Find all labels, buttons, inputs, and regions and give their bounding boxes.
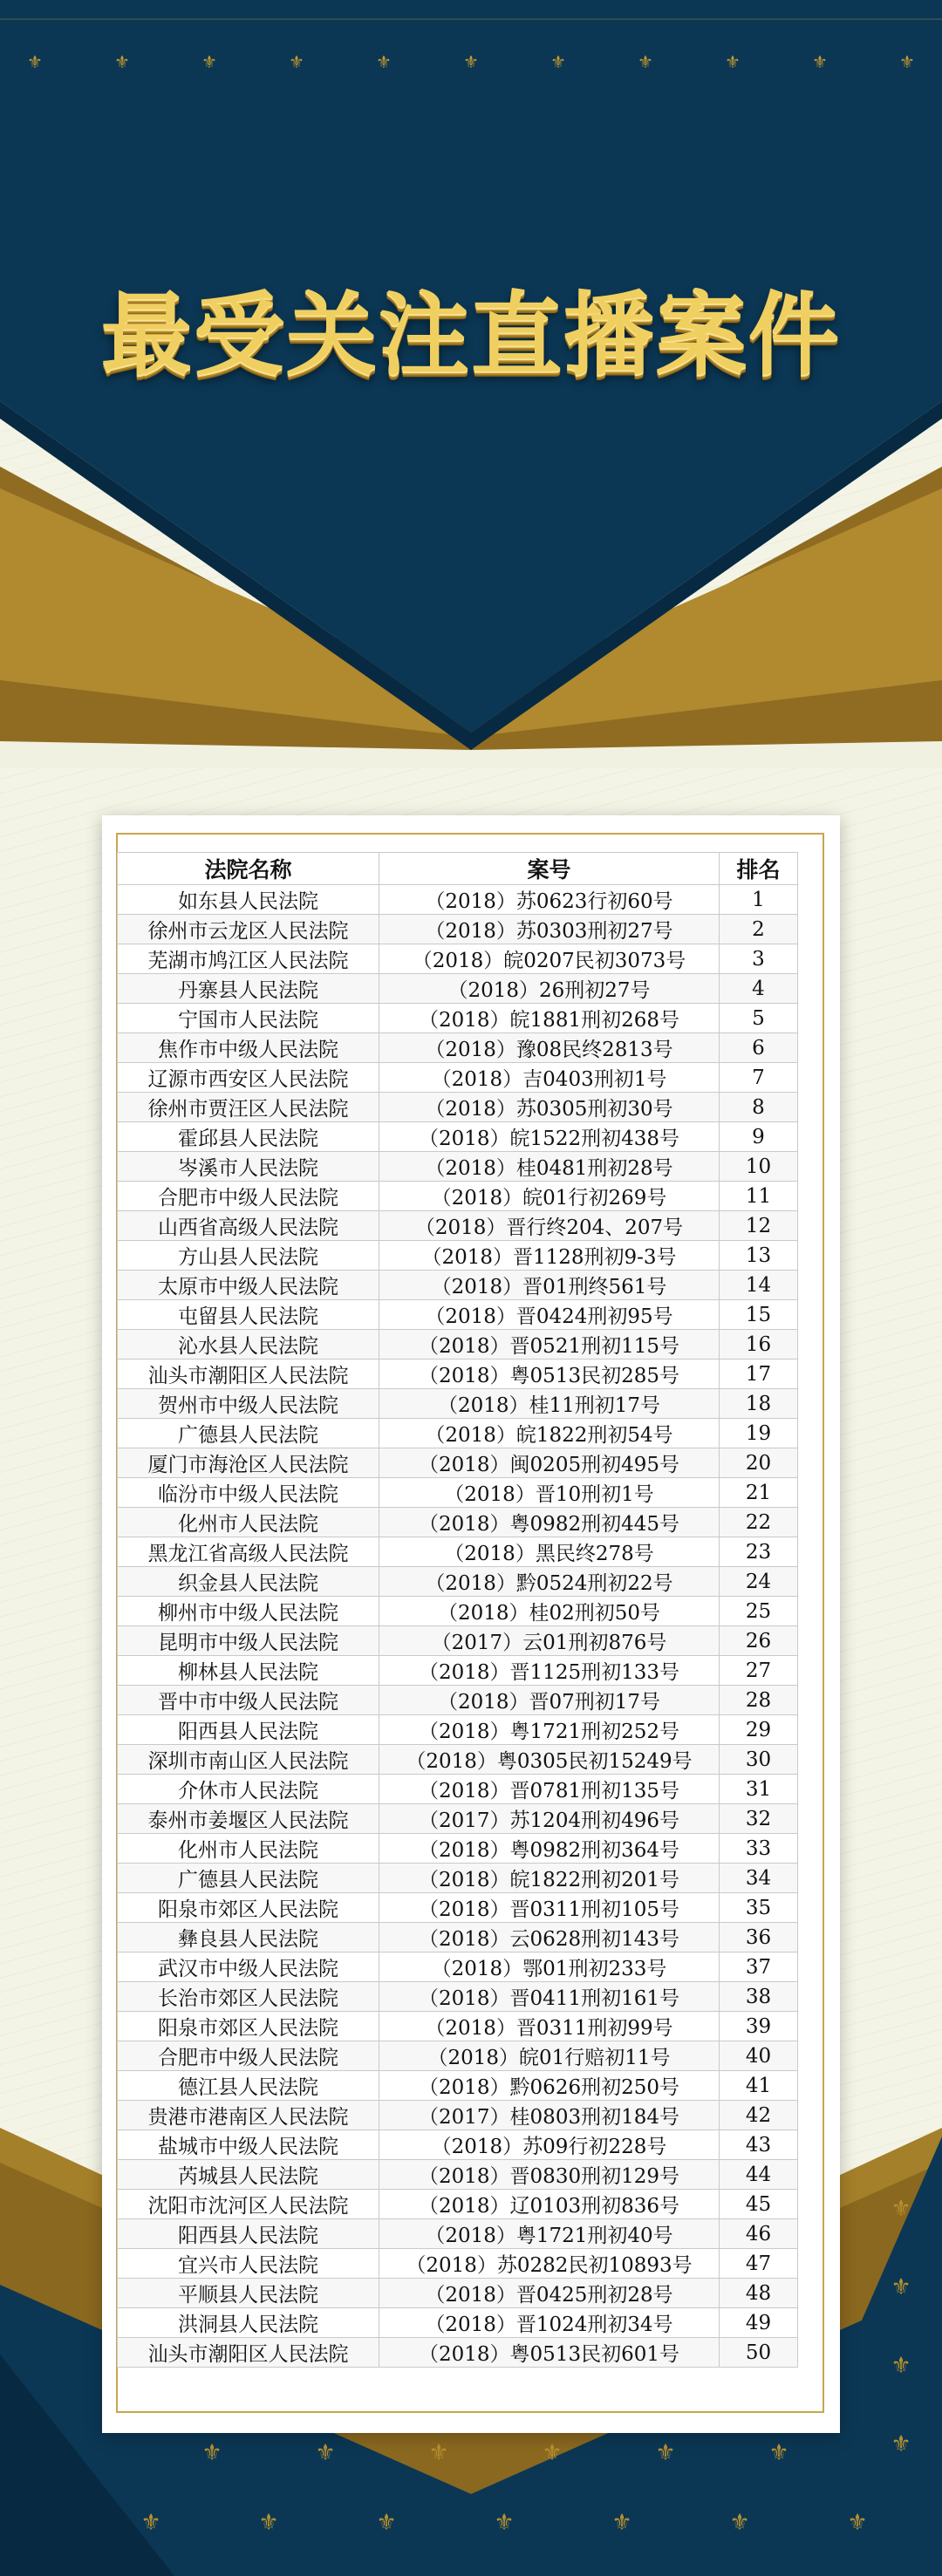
table-row (118, 2190, 798, 2219)
table-row (118, 915, 798, 944)
fleur-de-lis-icon: ⚜ (315, 2440, 336, 2466)
rank-cell: 33 (720, 1834, 798, 1864)
rank-cell: 34 (720, 1864, 798, 1893)
court-cell: 彝良县人民法院 (118, 1923, 379, 1952)
table-row (118, 1597, 798, 1626)
court-cell: 徐州市云龙区人民法院 (118, 915, 379, 944)
case-number-cell: （2018）苏0623行初60号 (379, 885, 720, 915)
case-number-cell: （2018）晋0411刑初161号 (379, 1982, 720, 2012)
court-cell: 方山县人民法院 (118, 1241, 379, 1271)
case-number-cell: （2018）皖0207民初3073号 (379, 944, 720, 974)
case-number-cell: （2018）晋0311刑初99号 (379, 2012, 720, 2041)
case-number-cell: （2018）粤0982刑初445号 (379, 1508, 720, 1537)
header-court: 法院名称 (118, 853, 379, 885)
court-cell: 柳州市中级人民法院 (118, 1597, 379, 1626)
table-row (118, 2071, 798, 2101)
fleur-de-lis-icon: ⚜ (847, 2510, 868, 2536)
rank-cell: 48 (720, 2279, 798, 2308)
court-cell: 黑龙江省高级人民法院 (118, 1537, 379, 1567)
rank-cell: 37 (720, 1952, 798, 1982)
court-cell: 广德县人民法院 (118, 1864, 379, 1893)
table-row (118, 2279, 798, 2308)
case-number-cell: （2018）黑民终278号 (379, 1537, 720, 1567)
court-cell: 阳泉市郊区人民法院 (118, 1893, 379, 1923)
case-number-cell: （2018）云0628刑初143号 (379, 1923, 720, 1952)
court-cell: 化州市人民法院 (118, 1834, 379, 1864)
fleur-de-lis-icon: ⚜ (899, 51, 915, 72)
fleur-de-lis-icon: ⚜ (812, 51, 828, 72)
table-row (118, 1004, 798, 1033)
table-row (118, 1360, 798, 1389)
court-cell: 介休市人民法院 (118, 1775, 379, 1804)
court-cell: 贺州市中级人民法院 (118, 1389, 379, 1419)
court-cell: 洪洞县人民法院 (118, 2308, 379, 2338)
court-cell: 合肥市中级人民法院 (118, 1182, 379, 1211)
fleur-de-lis-icon: ⚜ (201, 2440, 222, 2466)
court-cell: 阳西县人民法院 (118, 2219, 379, 2249)
rank-cell: 28 (720, 1686, 798, 1715)
table-row (118, 1952, 798, 1982)
court-cell: 丹寨县人民法院 (118, 974, 379, 1004)
fleur-de-lis-icon: ⚜ (494, 2510, 515, 2536)
case-number-cell: （2018）晋07刑初17号 (379, 1686, 720, 1715)
case-number-cell: （2018）晋1024刑初34号 (379, 2308, 720, 2338)
court-cell: 化州市人民法院 (118, 1508, 379, 1537)
case-number-cell: （2018）晋1125刑初133号 (379, 1656, 720, 1686)
court-cell: 武汉市中级人民法院 (118, 1952, 379, 1982)
table-row (118, 1389, 798, 1419)
court-cell: 阳泉市郊区人民法院 (118, 2012, 379, 2041)
court-cell: 徐州市贾汪区人民法院 (118, 1093, 379, 1122)
case-number-cell: （2018）晋0781刑初135号 (379, 1775, 720, 1804)
table-row (118, 974, 798, 1004)
table-row (118, 2130, 798, 2160)
case-number-cell: （2018）皖01行赔初11号 (379, 2041, 720, 2071)
case-number-cell: （2018）皖1522刑初438号 (379, 1122, 720, 1152)
table-row (118, 1715, 798, 1745)
fleur-de-lis-icon: ⚜ (140, 2510, 161, 2536)
table-body (118, 885, 798, 2368)
court-cell: 岑溪市人民法院 (118, 1152, 379, 1182)
rank-cell: 1 (720, 885, 798, 915)
rank-cell: 49 (720, 2308, 798, 2338)
case-number-cell: （2018）桂02刑初50号 (379, 1597, 720, 1626)
fleur-de-lis-icon: ⚜ (725, 51, 741, 72)
case-number-cell: （2018）粤1721刑初252号 (379, 1715, 720, 1745)
court-cell: 泰州市姜堰区人民法院 (118, 1804, 379, 1834)
rank-cell: 20 (720, 1448, 798, 1478)
case-number-cell: （2018）黔0626刑初250号 (379, 2071, 720, 2101)
table-row (118, 1448, 798, 1478)
rank-cell: 5 (720, 1004, 798, 1033)
table-row (118, 944, 798, 974)
case-number-cell: （2018）粤0982刑初364号 (379, 1834, 720, 1864)
court-cell: 柳林县人民法院 (118, 1656, 379, 1686)
court-cell: 深圳市南山区人民法院 (118, 1745, 379, 1775)
rank-cell: 22 (720, 1508, 798, 1537)
fleur-de-lis-icon: ⚜ (638, 51, 653, 72)
court-cell: 宁国市人民法院 (118, 1004, 379, 1033)
table-row (118, 2041, 798, 2071)
rank-cell: 47 (720, 2249, 798, 2279)
fleur-de-lis-icon: ⚜ (258, 2510, 279, 2536)
court-cell: 合肥市中级人民法院 (118, 2041, 379, 2071)
case-number-cell: （2018）晋01刑终561号 (379, 1271, 720, 1300)
rank-cell: 44 (720, 2160, 798, 2190)
case-number-cell: （2018）苏09行初228号 (379, 2130, 720, 2160)
case-number-cell: （2018）苏0303刑初27号 (379, 915, 720, 944)
rank-cell: 4 (720, 974, 798, 1004)
case-number-cell: （2018）吉0403刑初1号 (379, 1063, 720, 1093)
case-number-cell: （2018）桂11刑初17号 (379, 1389, 720, 1419)
court-cell: 昆明市中级人民法院 (118, 1626, 379, 1656)
rank-cell: 39 (720, 2012, 798, 2041)
fleur-de-lis-icon: ⚜ (891, 2431, 911, 2457)
rank-cell: 21 (720, 1478, 798, 1508)
court-cell: 晋中市中级人民法院 (118, 1686, 379, 1715)
court-cell: 焦作市中级人民法院 (118, 1033, 379, 1063)
table-row (118, 1271, 798, 1300)
case-number-cell: （2018）皖01行初269号 (379, 1182, 720, 1211)
header-rank: 排名 (720, 853, 798, 885)
table-row (118, 1834, 798, 1864)
rank-cell: 24 (720, 1567, 798, 1597)
table-row (118, 1419, 798, 1448)
table-row (118, 1923, 798, 1952)
table-row (118, 1745, 798, 1775)
case-number-cell: （2018）桂0481刑初28号 (379, 1152, 720, 1182)
table-row (118, 2160, 798, 2190)
case-number-cell: （2018）26刑初27号 (379, 974, 720, 1004)
rank-cell: 3 (720, 944, 798, 974)
table-row (118, 1211, 798, 1241)
rank-cell: 19 (720, 1419, 798, 1448)
case-number-cell: （2018）粤0513民初285号 (379, 1360, 720, 1389)
court-cell: 汕头市潮阳区人民法院 (118, 1360, 379, 1389)
table-row (118, 885, 798, 915)
rank-cell: 29 (720, 1715, 798, 1745)
rank-cell: 46 (720, 2219, 798, 2249)
rank-cell: 17 (720, 1360, 798, 1389)
case-number-cell: （2017）苏1204刑初496号 (379, 1804, 720, 1834)
fleur-de-lis-icon: ⚜ (611, 2510, 632, 2536)
fleur-de-lis-icon: ⚜ (729, 2510, 750, 2536)
rank-cell: 10 (720, 1152, 798, 1182)
fleur-de-lis-icon: ⚜ (891, 2274, 911, 2300)
case-number-cell: （2018）黔0524刑初22号 (379, 1567, 720, 1597)
rank-cell: 15 (720, 1300, 798, 1330)
table-row (118, 1063, 798, 1093)
fleur-de-lis-icon: ⚜ (655, 2440, 676, 2466)
court-cell: 汕头市潮阳区人民法院 (118, 2338, 379, 2368)
court-cell: 霍邱县人民法院 (118, 1122, 379, 1152)
court-cell: 沁水县人民法院 (118, 1330, 379, 1360)
court-cell: 长治市郊区人民法院 (118, 1982, 379, 2012)
table-row (118, 2012, 798, 2041)
rank-cell: 12 (720, 1211, 798, 1241)
rank-cell: 25 (720, 1597, 798, 1626)
rank-cell: 45 (720, 2190, 798, 2219)
court-cell: 广德县人民法院 (118, 1419, 379, 1448)
table-row (118, 1626, 798, 1656)
table-row (118, 1478, 798, 1508)
fleur-de-lis-icon: ⚜ (27, 51, 43, 72)
case-number-cell: （2018）晋0425刑初28号 (379, 2279, 720, 2308)
table-row (118, 1033, 798, 1063)
court-cell: 厦门市海沧区人民法院 (118, 1448, 379, 1478)
rank-cell: 6 (720, 1033, 798, 1063)
case-number-cell: （2018）皖1822刑初54号 (379, 1419, 720, 1448)
table-row (118, 1804, 798, 1834)
table-row (118, 2101, 798, 2130)
case-number-cell: （2018）晋10刑初1号 (379, 1478, 720, 1508)
rank-cell: 18 (720, 1389, 798, 1419)
case-number-cell: （2018）苏0305刑初30号 (379, 1093, 720, 1122)
case-number-cell: （2018）豫08民终2813号 (379, 1033, 720, 1063)
court-cell: 织金县人民法院 (118, 1567, 379, 1597)
rank-cell: 40 (720, 2041, 798, 2071)
fleur-de-lis-icon: ⚜ (542, 2440, 563, 2466)
fleur-de-lis-icon: ⚜ (891, 2196, 911, 2222)
table-row (118, 2219, 798, 2249)
fleur-de-lis-icon: ⚜ (376, 51, 392, 72)
court-cell: 辽源市西安区人民法院 (118, 1063, 379, 1093)
rank-cell: 11 (720, 1182, 798, 1211)
case-number-cell: （2018）粤0513民初601号 (379, 2338, 720, 2368)
table-row (118, 1656, 798, 1686)
case-number-cell: （2018）苏0282民初10893号 (379, 2249, 720, 2279)
rank-cell: 32 (720, 1804, 798, 1834)
case-ranking-table (117, 852, 798, 2368)
table-row (118, 1122, 798, 1152)
court-cell: 太原市中级人民法院 (118, 1271, 379, 1300)
rank-cell: 27 (720, 1656, 798, 1686)
fleur-de-lis-icon: ⚜ (891, 2353, 911, 2379)
rank-cell: 23 (720, 1537, 798, 1567)
table-row (118, 1893, 798, 1923)
rank-cell: 8 (720, 1093, 798, 1122)
court-cell: 阳西县人民法院 (118, 1715, 379, 1745)
case-number-cell: （2018）皖1822刑初201号 (379, 1864, 720, 1893)
table-row (118, 1982, 798, 2012)
rank-cell: 41 (720, 2071, 798, 2101)
case-number-cell: （2018）晋0311刑初105号 (379, 1893, 720, 1923)
rank-cell: 50 (720, 2338, 798, 2368)
case-number-cell: （2018）晋行终204、207号 (379, 1211, 720, 1241)
court-cell: 贵港市港南区人民法院 (118, 2101, 379, 2130)
fleur-de-lis-icon: ⚜ (289, 51, 304, 72)
court-cell: 盐城市中级人民法院 (118, 2130, 379, 2160)
case-number-cell: （2018）皖1881刑初268号 (379, 1004, 720, 1033)
table-header-row (118, 853, 798, 885)
fleur-de-lis-icon: ⚜ (376, 2510, 397, 2536)
rank-cell: 2 (720, 915, 798, 944)
rank-cell: 38 (720, 1982, 798, 2012)
case-number-cell: （2018）晋0521刑初115号 (379, 1330, 720, 1360)
table-row (118, 1537, 798, 1567)
case-number-cell: （2018）粤1721刑初40号 (379, 2219, 720, 2249)
table-row (118, 1152, 798, 1182)
case-number-cell: （2017）桂0803刑初184号 (379, 2101, 720, 2130)
court-cell: 宜兴市人民法院 (118, 2249, 379, 2279)
rank-cell: 26 (720, 1626, 798, 1656)
court-cell: 平顺县人民法院 (118, 2279, 379, 2308)
case-number-cell: （2017）云01刑初876号 (379, 1626, 720, 1656)
table-row (118, 1508, 798, 1537)
fleur-de-lis-icon: ⚜ (428, 2440, 449, 2466)
case-number-cell: （2018）粤0305民初15249号 (379, 1745, 720, 1775)
court-cell: 芮城县人民法院 (118, 2160, 379, 2190)
court-cell: 山西省高级人民法院 (118, 1211, 379, 1241)
table-row (118, 1686, 798, 1715)
case-number-cell: （2018）晋0830刑初129号 (379, 2160, 720, 2190)
court-cell: 屯留县人民法院 (118, 1300, 379, 1330)
fleur-de-lis-icon: ⚜ (201, 51, 217, 72)
table-row (118, 2249, 798, 2279)
case-number-cell: （2018）晋0424刑初95号 (379, 1300, 720, 1330)
court-cell: 临汾市中级人民法院 (118, 1478, 379, 1508)
court-cell: 如东县人民法院 (118, 885, 379, 915)
fleur-de-lis-icon: ⚜ (550, 51, 566, 72)
case-number-cell: （2018）辽0103刑初836号 (379, 2190, 720, 2219)
header-case-number: 案号 (379, 853, 720, 885)
page-title: 最受关注直播案件 (100, 282, 841, 388)
rank-cell: 35 (720, 1893, 798, 1923)
table-row (118, 1864, 798, 1893)
rank-cell: 14 (720, 1271, 798, 1300)
rank-cell: 31 (720, 1775, 798, 1804)
table-row (118, 1775, 798, 1804)
case-number-cell: （2018）鄂01刑初233号 (379, 1952, 720, 1982)
table-row (118, 1300, 798, 1330)
table-row (118, 1567, 798, 1597)
court-cell: 沈阳市沈河区人民法院 (118, 2190, 379, 2219)
rank-cell: 16 (720, 1330, 798, 1360)
rank-cell: 9 (720, 1122, 798, 1152)
table-row (118, 1182, 798, 1211)
rank-cell: 30 (720, 1745, 798, 1775)
case-number-cell: （2018）闽0205刑初495号 (379, 1448, 720, 1478)
table-row (118, 2338, 798, 2368)
table-row (118, 1093, 798, 1122)
rank-cell: 42 (720, 2101, 798, 2130)
case-number-cell: （2018）晋1128刑初9-3号 (379, 1241, 720, 1271)
court-cell: 芜湖市鸠江区人民法院 (118, 944, 379, 974)
table-row (118, 1330, 798, 1360)
rank-cell: 36 (720, 1923, 798, 1952)
court-cell: 德江县人民法院 (118, 2071, 379, 2101)
rank-cell: 7 (720, 1063, 798, 1093)
fleur-de-lis-icon: ⚜ (463, 51, 479, 72)
table-row (118, 2308, 798, 2338)
rank-cell: 13 (720, 1241, 798, 1271)
rank-cell: 43 (720, 2130, 798, 2160)
fleur-de-lis-icon: ⚜ (114, 51, 130, 72)
fleur-de-lis-icon: ⚜ (768, 2440, 789, 2466)
table-row (118, 1241, 798, 1271)
